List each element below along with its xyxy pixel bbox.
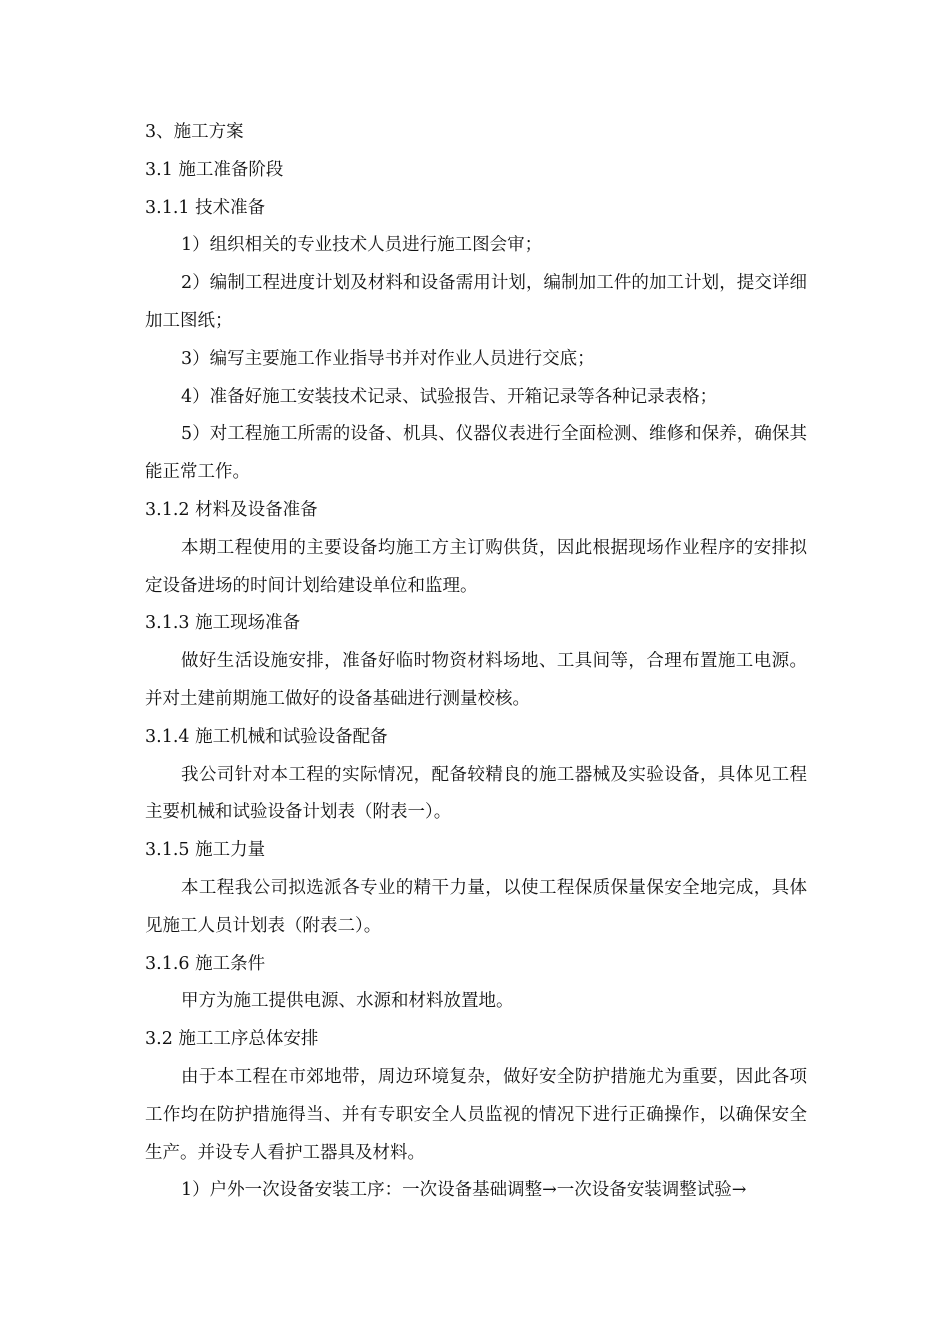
subsection-heading: 3.1 施工准备阶段 [145, 159, 284, 180]
subsection-heading: 3.1.3 施工现场准备 [145, 613, 301, 634]
subsection-heading: 3.1.1 技术准备 [145, 197, 266, 218]
subsection-heading: 3.1.6 施工条件 [145, 953, 266, 974]
body-paragraph: 甲方为施工提供电源、水源和材料放置地。 [181, 991, 514, 1012]
subsection-heading: 3.1.2 材料及设备准备 [145, 499, 318, 520]
body-paragraph: 2）编制工程进度计划及材料和设备需用计划，编制加工件的加工计划，提交详细加工图纸； [145, 273, 807, 331]
body-paragraph: 1）组织相关的专业技术人员进行施工图会审； [181, 235, 543, 256]
body-paragraph: 本工程我公司拟选派各专业的精干力量，以使工程保质保量保安全地完成，具体见施工人员计划表（附表二）。 [145, 877, 807, 936]
subsection-heading: 3.1.5 施工力量 [145, 840, 266, 861]
body-paragraph: 1）户外一次设备安装工序：一次设备基础调整→一次设备安装调整试验→ [181, 1180, 747, 1201]
body-paragraph: 3）编写主要施工作业指导书并对作业人员进行交底； [181, 348, 595, 369]
body-paragraph: 由于本工程在市郊地带，周边环境复杂，做好安全防护措施尤为重要，因此各项工作均在防护措施得当、并有专职安全人员监视的情况下进行正确操作，以确保安全生产。并设专人看护工器具及材料。 [145, 1066, 807, 1163]
subsection-heading: 3.2 施工工序总体安排 [145, 1029, 319, 1050]
body-paragraph: 我公司针对本工程的实际情况，配备较精良的施工器械及实验设备，具体见工程主要机械和试验设备计划表（附表一）。 [145, 764, 807, 823]
body-paragraph: 5）对工程施工所需的设备、机具、仪器仪表进行全面检测、维修和保养，确保其能正常工作。 [145, 424, 807, 483]
body-paragraph: 本期工程使用的主要设备均施工方主订购供货，因此根据现场作业程序的安排拟定设备进场的时间计划给建设单位和监理。 [145, 537, 807, 596]
body-paragraph: 做好生活设施安排，准备好临时物资材料场地、工具间等，合理布置施工电源。并对土建前期施工做好的设备基础进行测量校核。 [145, 651, 807, 709]
section-heading: 3、施工方案 [145, 122, 244, 142]
subsection-heading: 3.1.4 施工机械和试验设备配备 [145, 726, 388, 747]
document-body [145, 114, 807, 1210]
body-paragraph: 4）准备好施工安装技术记录、试验报告、开箱记录等各种记录表格； [181, 386, 718, 407]
